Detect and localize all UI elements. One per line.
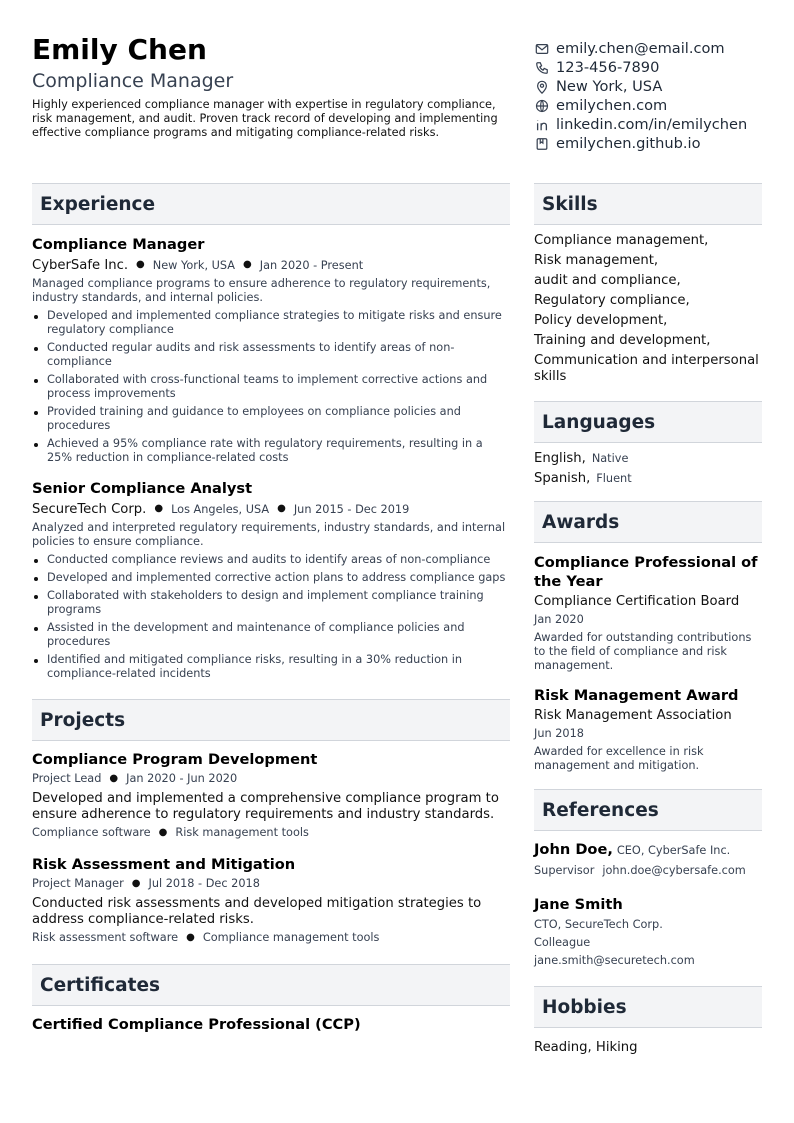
project-tool: Risk assessment software bbox=[32, 931, 179, 944]
job-entry bbox=[32, 235, 510, 465]
skills-heading: Skills bbox=[534, 183, 762, 225]
language-level: Native bbox=[591, 452, 629, 465]
reference-entry bbox=[534, 841, 762, 878]
hobbies-list: Reading, Hiking bbox=[534, 1040, 638, 1055]
contact-github[interactable] bbox=[534, 134, 774, 153]
project-entry bbox=[32, 751, 510, 840]
job-achievements bbox=[32, 309, 510, 465]
skill-item: Communication and interpersonal skills bbox=[534, 353, 759, 384]
award-description: Awarded for outstanding contributions to the field of compliance and risk management. bbox=[534, 631, 752, 672]
reference-email[interactable]: john.doe@cybersafe.com bbox=[602, 864, 746, 877]
skill-item: Training and development, bbox=[534, 333, 711, 348]
language-level: Fluent bbox=[596, 472, 632, 485]
achievement-item: Collaborated with cross-functional teams to implement corrective actions and process improvements bbox=[32, 373, 510, 401]
award-entry bbox=[534, 686, 762, 773]
project-role: Project Manager bbox=[32, 877, 124, 890]
project-entry bbox=[32, 856, 510, 945]
reference-position: CTO, SecureTech Corp. bbox=[534, 918, 663, 931]
contact-website-text: emilychen.com bbox=[556, 97, 668, 114]
award-date: Jun 2018 bbox=[534, 727, 584, 740]
contact-location bbox=[534, 77, 774, 96]
linkedin-icon bbox=[534, 117, 549, 132]
award-title: Compliance Professional of the Year bbox=[534, 554, 758, 590]
project-description: Conducted risk assessments and developed mitigation strategies to address compliance-related risks. bbox=[32, 896, 482, 927]
contact-phone-text: 123-456-7890 bbox=[556, 59, 660, 76]
project-meta: Project Lead ● Jan 2020 - Jun 2020 bbox=[32, 772, 238, 785]
award-entry bbox=[534, 553, 762, 673]
mail-icon bbox=[534, 41, 549, 56]
language-item bbox=[534, 451, 762, 467]
awards-heading: Awards bbox=[534, 501, 762, 543]
project-meta: Project Manager ● Jul 2018 - Dec 2018 bbox=[32, 877, 260, 890]
skill-item: Policy development, bbox=[534, 313, 668, 328]
reference-header bbox=[534, 841, 762, 860]
achievement-item: Developed and implemented compliance strategies to mitigate risks and ensure regulatory compliance bbox=[32, 309, 510, 337]
job-role: Compliance Manager bbox=[32, 236, 205, 253]
award-org: Risk Management Association bbox=[534, 708, 732, 723]
contact-website[interactable] bbox=[534, 96, 774, 115]
job-location: Los Angeles, USA bbox=[171, 503, 270, 516]
award-org: Compliance Certification Board bbox=[534, 594, 740, 609]
language-name: Spanish, bbox=[534, 471, 591, 486]
hobbies-heading: Hobbies bbox=[534, 986, 762, 1028]
main-column bbox=[32, 183, 510, 1034]
certificate-item: Certified Compliance Professional (CCP) bbox=[32, 1016, 361, 1033]
language-item bbox=[534, 471, 762, 487]
award-date: Jan 2020 bbox=[534, 613, 584, 626]
award-title: Risk Management Award bbox=[534, 687, 739, 704]
reference-email[interactable]: jane.smith@securetech.com bbox=[534, 954, 695, 967]
project-dates: Jan 2020 - Jun 2020 bbox=[126, 772, 238, 785]
summary-text: Highly experienced compliance manager with expertise in regulatory compliance, risk management, and audit. Proven track record of developing and implementing effective compliance programs and mitigating compliance-related risks. bbox=[32, 98, 498, 139]
job-company: CyberSafe Inc. bbox=[32, 258, 129, 273]
job-meta: CyberSafe Inc. ● New York, USA ● Jan 2020 - Present bbox=[32, 258, 364, 273]
job-description: Analyzed and interpreted regulatory requirements, industry standards, and internal policies to ensure compliance. bbox=[32, 521, 506, 548]
bookmark-icon bbox=[534, 136, 549, 151]
award-description: Awarded for excellence in risk management and mitigation. bbox=[534, 745, 704, 772]
achievement-item: Assisted in the development and maintenance of compliance policies and procedures bbox=[32, 621, 510, 649]
candidate-name: Emily Chen bbox=[32, 33, 207, 66]
achievement-item: Collaborated with stakeholders to design and implement compliance training programs bbox=[32, 589, 510, 617]
project-tool: Risk management tools bbox=[175, 826, 309, 839]
reference-relation: Colleague bbox=[534, 936, 591, 949]
project-role: Project Lead bbox=[32, 772, 102, 785]
reference-name: Jane Smith bbox=[534, 896, 623, 913]
skill-item: Regulatory compliance, bbox=[534, 293, 690, 308]
project-title: Risk Assessment and Mitigation bbox=[32, 856, 296, 873]
job-location: New York, USA bbox=[152, 259, 236, 272]
job-role: Senior Compliance Analyst bbox=[32, 480, 253, 497]
contact-email[interactable] bbox=[534, 39, 774, 58]
job-meta: SecureTech Corp. ● Los Angeles, USA ● Jun 2015 - Dec 2019 bbox=[32, 502, 410, 517]
reference-header bbox=[534, 896, 762, 914]
contact-github-text: emilychen.github.io bbox=[556, 135, 701, 152]
sidebar-column bbox=[534, 183, 762, 1056]
languages-list bbox=[534, 451, 762, 487]
references-heading: References bbox=[534, 789, 762, 831]
job-entry bbox=[32, 479, 510, 681]
contact-linkedin-text: linkedin.com/in/emilychen bbox=[556, 116, 748, 133]
skills-list bbox=[534, 233, 762, 385]
skill-item: audit and compliance, bbox=[534, 273, 681, 288]
project-tools: Compliance software ● Risk management tools bbox=[32, 826, 309, 839]
reference-name: John Doe, bbox=[534, 841, 613, 858]
phone-icon bbox=[534, 60, 549, 75]
achievement-item: Conducted compliance reviews and audits to identify areas of non-compliance bbox=[32, 553, 510, 567]
project-description: Developed and implemented a comprehensive compliance program to ensure adherence to regulatory requirements and industry standards. bbox=[32, 791, 499, 822]
skill-item: Risk management, bbox=[534, 253, 659, 268]
projects-heading: Projects bbox=[32, 699, 510, 741]
project-tool: Compliance software bbox=[32, 826, 151, 839]
certificates-heading: Certificates bbox=[32, 964, 510, 1006]
job-achievements bbox=[32, 553, 510, 681]
reference-entry bbox=[534, 896, 762, 968]
job-description: Managed compliance programs to ensure adherence to regulatory requirements, industry standards, and internal policies. bbox=[32, 277, 491, 304]
reference-relation: Supervisor bbox=[534, 864, 595, 877]
job-dates: Jan 2020 - Present bbox=[259, 259, 364, 272]
project-tools: Risk assessment software ● Compliance management tools bbox=[32, 931, 380, 944]
language-name: English, bbox=[534, 451, 586, 466]
contact-list bbox=[534, 39, 774, 153]
achievement-item: Achieved a 95% compliance rate with regulatory requirements, resulting in a 25% reduction in compliance-related costs bbox=[32, 437, 510, 465]
globe-icon bbox=[534, 98, 549, 113]
achievement-item: Conducted regular audits and risk assessments to identify areas of non-compliance bbox=[32, 341, 510, 369]
contact-email-text: emily.chen@email.com bbox=[556, 40, 725, 57]
project-dates: Jul 2018 - Dec 2018 bbox=[148, 877, 260, 890]
project-tool: Compliance management tools bbox=[202, 931, 380, 944]
achievement-item: Developed and implemented corrective action plans to address compliance gaps bbox=[32, 571, 510, 585]
project-title: Compliance Program Development bbox=[32, 751, 318, 768]
job-company: SecureTech Corp. bbox=[32, 502, 147, 517]
experience-heading: Experience bbox=[32, 183, 510, 225]
location-pin-icon bbox=[534, 79, 549, 94]
candidate-title: Compliance Manager bbox=[32, 70, 234, 92]
resume-header bbox=[32, 32, 512, 140]
achievement-item: Identified and mitigated compliance risks, resulting in a 30% reduction in compliance-related incidents bbox=[32, 653, 510, 681]
job-dates: Jun 2015 - Dec 2019 bbox=[293, 503, 410, 516]
contact-location-text: New York, USA bbox=[556, 78, 663, 95]
contact-phone[interactable] bbox=[534, 58, 774, 77]
skill-item: Compliance management, bbox=[534, 233, 709, 248]
reference-contact bbox=[534, 864, 762, 878]
reference-position: CEO, CyberSafe Inc. bbox=[616, 844, 731, 857]
achievement-item: Provided training and guidance to employees on compliance policies and procedures bbox=[32, 405, 510, 433]
languages-heading: Languages bbox=[534, 401, 762, 443]
contact-linkedin[interactable] bbox=[534, 115, 774, 134]
